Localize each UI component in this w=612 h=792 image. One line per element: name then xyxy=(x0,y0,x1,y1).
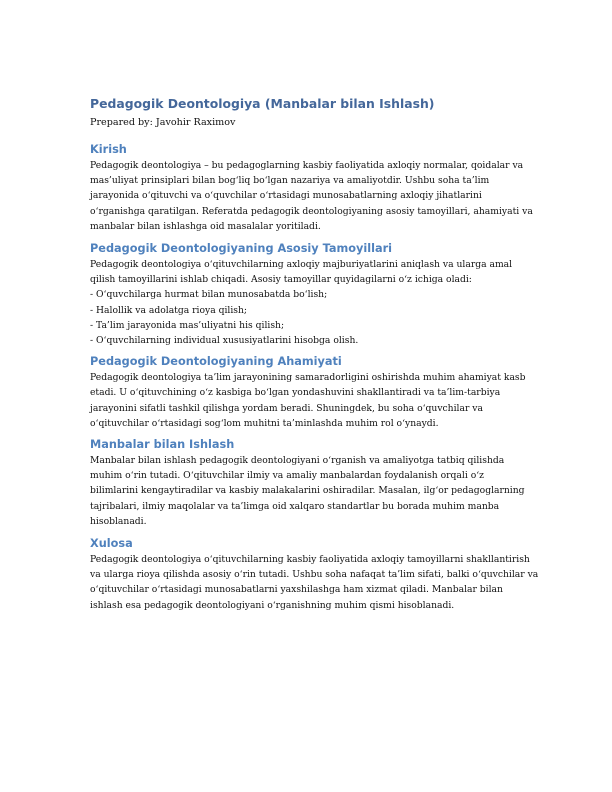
paragraph-line: Pedagogik deontologiya o‘qituvchilarning axloqiy majburiyatlarini aniqlash va ularga amal xyxy=(90,259,513,271)
section-heading: Kirish xyxy=(90,143,127,156)
section-xulosa xyxy=(90,535,539,613)
paragraph-line: etadi. U o‘qituvchining o‘z kasbiga bo‘lgan yondashuvini shakllantiradi va ta’lim-tarbiya xyxy=(90,387,501,399)
section-manbalar-bilan-ishlash xyxy=(90,436,525,529)
paragraph-line: Pedagogik deontologiya o‘qituvchilarning kasbiy faoliyatida axloqiy tamoyillarni shakllantirish xyxy=(90,554,530,566)
section-paragraph xyxy=(90,453,525,529)
paragraph-line: o‘qituvchilar o‘rtasidagi munosabatlarni yaxshilashga ham xizmat qiladi. Manbalar bilan xyxy=(90,584,503,596)
paragraph-line: o‘rganishga qaratilgan. Referatda pedagogik deontologiyaning asosiy tamoyillari, ahamiyati va xyxy=(90,205,533,217)
paragraph-line: jarayonida o‘qituvchi va o‘quvchilar o‘rtasidagi munosabatlarning axloqiy jihatlarini xyxy=(90,190,482,202)
paragraph-line: manbalar bilan ishlashga oid masalalar yoritiladi. xyxy=(90,220,321,232)
section-paragraph xyxy=(90,158,533,234)
paragraph-line: Manbalar bilan ishlash pedagogik deontologiyani o‘rganish va amaliyotga tatbiq qilishda xyxy=(90,455,505,467)
paragraph-line: va ularga rioya qilishda asosiy o‘rin tutadi. Ushbu soha nafaqat ta’lim sifati, balki o‘quvchilar va xyxy=(90,569,539,581)
list-item: - Ta’lim jarayonida mas’uliyatni his qilish; xyxy=(90,319,285,331)
section-paragraph xyxy=(90,257,522,348)
section-heading: Xulosa xyxy=(90,537,133,551)
paragraph-line: bilimlarini kengaytiradilar va kasbiy malakalarini oshiradilar. Masalan, ilg‘or pedagoglarning xyxy=(90,485,525,497)
section-paragraph xyxy=(90,552,539,613)
paragraph-line: qilish tamoyillarini ishlab chiqadi. Asosiy tamoyillar quyidagilarni o‘z ichiga oladi: xyxy=(90,274,472,286)
document-page xyxy=(90,94,539,613)
list-item: - O‘quvchilarga hurmat bilan munosabatda bo‘lish; xyxy=(90,289,328,301)
list-item: - Halollik va adolatga rioya qilish; xyxy=(90,304,248,316)
document-title: Pedagogik Deontologiya (Manbalar bilan Ishlash) xyxy=(90,96,435,111)
paragraph-line: o‘qituvchilar o‘rtasidagi sog‘lom muhitni ta’minlashda muhim rol o‘ynaydi. xyxy=(90,417,439,429)
section-kirish xyxy=(90,141,533,234)
paragraph-line: ishlash esa pedagogik deontologiyani o‘rganishning muhim qismi hisoblanadi. xyxy=(90,599,455,611)
section-asosiy-tamoyillari xyxy=(90,240,522,348)
section-heading: Manbalar bilan Ishlash xyxy=(90,438,235,452)
section-heading: Pedagogik Deontologiyaning Ahamiyati xyxy=(90,355,342,369)
document-author: Prepared by: Javohir Raximov xyxy=(90,117,236,128)
section-heading: Pedagogik Deontologiyaning Asosiy Tamoyillari xyxy=(90,242,393,256)
section-paragraph xyxy=(90,370,526,431)
paragraph-line: muhim o‘rin tutadi. O‘qituvchilar ilmiy va amaliy manbalardan foydalanish orqali o‘z xyxy=(90,470,485,482)
paragraph-line: Pedagogik deontologiya ta’lim jarayonining samaradorligini oshirishda muhim ahamiyat kasb xyxy=(90,372,526,384)
paragraph-line: jarayonini sifatli tashkil qilishga yordam beradi. Shuningdek, bu soha o‘quvchilar va xyxy=(90,402,483,414)
list-item: - O‘quvchilarning individual xususiyatlarini hisobga olish. xyxy=(90,335,359,347)
section-ahamiyati xyxy=(90,353,526,431)
paragraph-line: tajribalari, ilmiy maqolalar va ta’limga oid xalqaro standartlar bu borada muhim manba xyxy=(90,500,500,512)
paragraph-line: mas’uliyat prinsiplari bilan bog‘liq bo‘lgan nazariya va amaliyotdir. Ushbu soha ta’lim xyxy=(90,175,490,187)
paragraph-line: hisoblanadi. xyxy=(90,515,147,527)
paragraph-line: Pedagogik deontologiya – bu pedagoglarning kasbiy faoliyatida axloqiy normalar, qoidalar va xyxy=(90,160,524,171)
